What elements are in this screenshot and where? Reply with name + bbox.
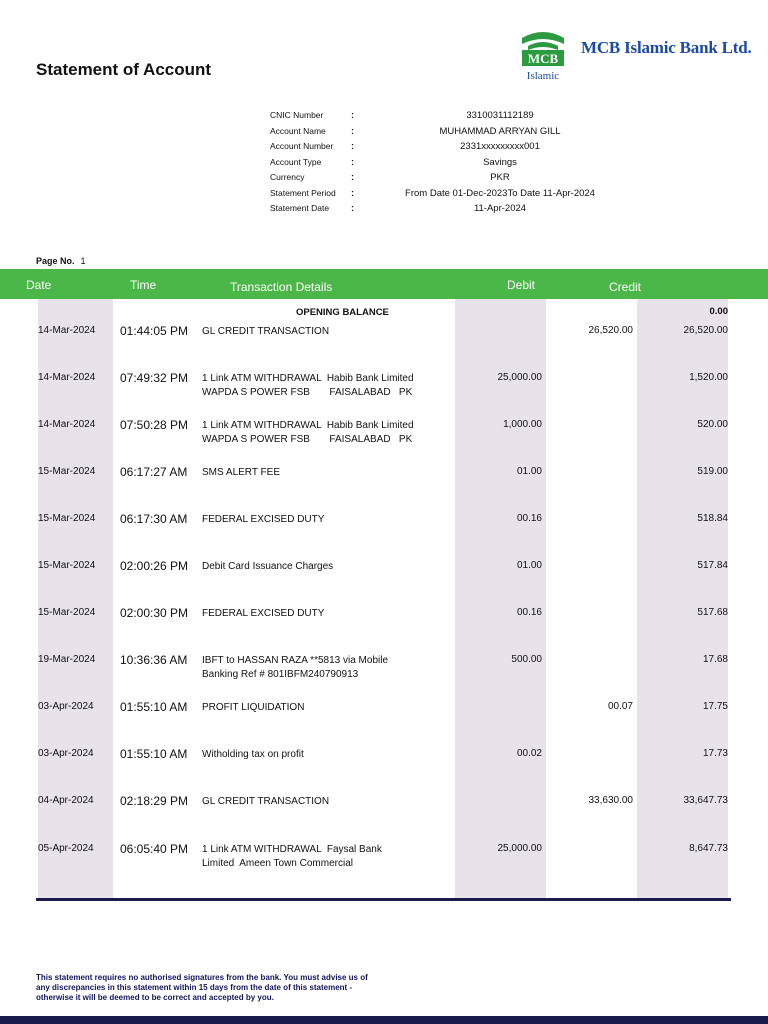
page-title: Statement of Account bbox=[36, 60, 212, 79]
header-date: Date bbox=[26, 278, 52, 292]
cell-balance: 1,520.00 bbox=[689, 372, 728, 383]
cell-balance: 520.00 bbox=[697, 419, 728, 430]
info-colon: : bbox=[351, 156, 354, 167]
cell-balance: 26,520.00 bbox=[683, 325, 728, 336]
cell-time: 10:36:36 AM bbox=[120, 653, 188, 667]
cell-time: 06:17:30 AM bbox=[120, 512, 188, 526]
account-info bbox=[270, 110, 630, 219]
table-row bbox=[0, 560, 768, 606]
table-row bbox=[0, 701, 768, 747]
table-row bbox=[0, 325, 768, 371]
cell-date: 03-Apr-2024 bbox=[38, 748, 94, 759]
logo-mcb-text: MCB bbox=[527, 51, 559, 66]
cell-balance: 17.73 bbox=[702, 748, 728, 759]
cell-details: IBFT to HASSAN RAZA **5813 via Mobile Banking Ref # 801IBFM240790913 bbox=[202, 655, 389, 680]
cell-time: 01:55:10 AM bbox=[120, 700, 188, 714]
cell-credit: 00.07 bbox=[607, 701, 633, 712]
cell-date: 04-Apr-2024 bbox=[38, 795, 94, 806]
cell-details: Debit Card Issuance Charges bbox=[202, 561, 334, 572]
info-row bbox=[270, 110, 630, 126]
cell-debit: 1,000.00 bbox=[503, 419, 542, 430]
table-row bbox=[0, 843, 768, 889]
logo-islamic-text: Islamic bbox=[526, 70, 560, 82]
info-row bbox=[270, 188, 630, 204]
cell-debit: 25,000.00 bbox=[497, 843, 542, 854]
page-number-label: Page No. bbox=[36, 256, 75, 266]
cell-debit: 01.00 bbox=[516, 466, 542, 477]
table-bottom-rule bbox=[36, 898, 731, 901]
cell-date: 15-Mar-2024 bbox=[38, 607, 96, 618]
cell-debit: 500.00 bbox=[511, 654, 542, 665]
cell-balance: 33,647.73 bbox=[683, 795, 728, 806]
info-colon: : bbox=[351, 203, 354, 213]
info-colon: : bbox=[351, 110, 354, 120]
cell-time: 07:50:28 PM bbox=[120, 418, 189, 432]
cell-date: 14-Mar-2024 bbox=[38, 325, 96, 336]
disclaimer-note: This statement requires no authorised signatures from the bank. You must advise us of any discrepancies in this statement within 15 days from the date of this statement - otherwise it will be deemed to be correct and accepted by you. bbox=[36, 973, 368, 1002]
cell-time: 07:49:32 PM bbox=[120, 371, 189, 385]
info-value: From Date 01-Dec-2023To Date 11-Apr-2024 bbox=[405, 187, 595, 199]
mcb-islamic-logo-icon bbox=[520, 24, 566, 82]
info-label: Statement Period bbox=[270, 187, 336, 198]
info-label: CNIC Number bbox=[270, 110, 324, 120]
cell-time: 02:00:30 PM bbox=[120, 606, 189, 620]
opening-balance-value: 0.00 bbox=[709, 306, 728, 317]
header-debit: Debit bbox=[507, 278, 536, 292]
table-row bbox=[0, 654, 768, 700]
cell-date: 15-Mar-2024 bbox=[38, 466, 96, 477]
cell-balance: 517.68 bbox=[697, 607, 728, 618]
info-label: Currency bbox=[270, 172, 305, 182]
cell-credit: 33,630.00 bbox=[588, 795, 633, 806]
cell-time: 01:44:05 PM bbox=[120, 324, 189, 338]
table-row bbox=[0, 607, 768, 653]
cell-date: 05-Apr-2024 bbox=[38, 843, 94, 854]
page-number bbox=[36, 256, 86, 266]
header-details: Transaction Details bbox=[230, 280, 333, 294]
bank-logo bbox=[520, 24, 760, 84]
cell-debit: 01.00 bbox=[516, 560, 542, 571]
info-colon: : bbox=[351, 141, 354, 151]
bottom-bar bbox=[0, 1016, 768, 1024]
table-row bbox=[0, 419, 768, 465]
info-value: 3310031112189 bbox=[466, 110, 534, 121]
cell-details: 1 Link ATM WITHDRAWAL Faysal Bank Limited Ameen Town Commercial bbox=[202, 844, 382, 869]
cell-balance: 17.75 bbox=[702, 701, 728, 712]
cell-time: 01:55:10 AM bbox=[120, 747, 188, 761]
cell-details: SMS ALERT FEE bbox=[202, 467, 280, 478]
info-value: 11-Apr-2024 bbox=[473, 203, 527, 214]
cell-date: 14-Mar-2024 bbox=[38, 372, 96, 383]
table-row bbox=[0, 466, 768, 512]
cell-balance: 518.84 bbox=[697, 513, 728, 524]
cell-debit: 00.02 bbox=[516, 748, 542, 759]
table-row bbox=[0, 795, 768, 841]
info-colon: : bbox=[351, 172, 354, 182]
info-value: Savings bbox=[483, 156, 517, 168]
info-label: Account Type bbox=[270, 156, 322, 167]
cell-time: 06:05:40 PM bbox=[120, 842, 189, 856]
cell-date: 19-Mar-2024 bbox=[38, 654, 96, 665]
info-row bbox=[270, 172, 630, 188]
info-row bbox=[270, 157, 630, 173]
info-label: Account Name bbox=[270, 125, 326, 136]
info-row bbox=[270, 203, 630, 219]
cell-debit: 00.16 bbox=[516, 513, 542, 524]
cell-credit: 26,520.00 bbox=[588, 325, 633, 336]
info-colon: : bbox=[351, 187, 354, 198]
cell-details: FEDERAL EXCISED DUTY bbox=[202, 514, 325, 525]
cell-details: 1 Link ATM WITHDRAWAL Habib Bank Limited WAPDA S POWER FSB FAISALABAD PK bbox=[202, 420, 414, 445]
info-value: PKR bbox=[490, 172, 510, 183]
cell-details: FEDERAL EXCISED DUTY bbox=[202, 608, 325, 619]
cell-debit: 00.16 bbox=[516, 607, 542, 618]
table-row bbox=[0, 748, 768, 794]
cell-date: 15-Mar-2024 bbox=[38, 560, 96, 571]
cell-time: 02:00:26 PM bbox=[120, 559, 189, 573]
cell-time: 02:18:29 PM bbox=[120, 794, 189, 808]
bank-name: MCB Islamic Bank Ltd. bbox=[581, 38, 752, 57]
table-row bbox=[0, 372, 768, 418]
opening-balance-label: OPENING BALANCE bbox=[296, 307, 389, 318]
info-value: MUHAMMAD ARRYAN GILL bbox=[439, 125, 561, 137]
header-time: Time bbox=[130, 278, 157, 292]
cell-balance: 517.84 bbox=[697, 560, 728, 571]
info-row bbox=[270, 141, 630, 157]
cell-details: GL CREDIT TRANSACTION bbox=[202, 326, 330, 337]
info-colon: : bbox=[351, 125, 354, 136]
table-header bbox=[0, 269, 768, 299]
info-label: Statement Date bbox=[270, 203, 330, 213]
cell-details: Witholding tax on profit bbox=[202, 749, 304, 760]
cell-details: PROFIT LIQUIDATION bbox=[202, 702, 305, 713]
cell-balance: 8,647.73 bbox=[689, 843, 728, 854]
info-row bbox=[270, 126, 630, 142]
page-number-value: 1 bbox=[80, 256, 86, 266]
cell-balance: 519.00 bbox=[697, 466, 728, 477]
header-credit: Credit bbox=[609, 280, 642, 294]
cell-time: 06:17:27 AM bbox=[120, 465, 188, 479]
cell-debit: 25,000.00 bbox=[497, 372, 542, 383]
cell-date: 14-Mar-2024 bbox=[38, 419, 96, 430]
cell-date: 03-Apr-2024 bbox=[38, 701, 94, 712]
cell-date: 15-Mar-2024 bbox=[38, 513, 96, 524]
info-label: Account Number bbox=[270, 141, 334, 151]
table-row bbox=[0, 513, 768, 559]
cell-details: GL CREDIT TRANSACTION bbox=[202, 796, 330, 807]
info-value: 2331xxxxxxxxx001 bbox=[460, 141, 540, 152]
cell-balance: 17.68 bbox=[702, 654, 728, 665]
cell-details: 1 Link ATM WITHDRAWAL Habib Bank Limited WAPDA S POWER FSB FAISALABAD PK bbox=[202, 373, 414, 398]
